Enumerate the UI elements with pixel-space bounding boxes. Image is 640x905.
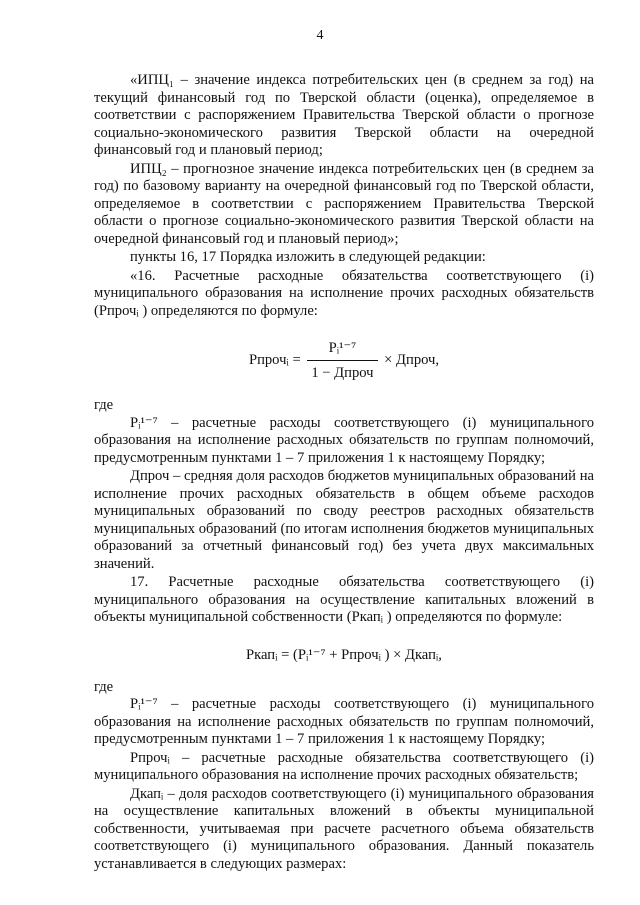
paragraph-dkap-def: Дкапᵢ – доля расходов соответствующего (i) муниципального образования на осуществление капитальных вложений в объекты муниципальной собственности, учитываемая при расчете расчетного объема обязательств соответствующего (i) муниципального образования. Данный показатель устанавливается в следующих размерах: [94,785,594,872]
paragraph-p17-def-1: Pᵢ¹⁻⁷ – расчетные расходы соответствующего (i) муниципального образования на исполнение расходных обязательств по группам полномочий, предусмотренным пунктами 1 – 7 приложения 1 к настоящему Порядку; [94,414,594,466]
formula-rproch-lhs: Рпрочᵢ = [248,351,301,368]
document-body [94,72,594,873]
page-number: 4 [316,28,324,43]
formula-rproch [94,338,594,383]
formula-rkap: Ркапᵢ = (Pᵢ¹⁻⁷ + Рпрочᵢ ) × Дкапᵢ, [246,646,442,663]
paragraph-ipc2: ИПЦ₂ – прогнозное значение индекса потребительских цен (в среднем за год) по базовому варианту на очередной финансовый год по Тверской области, определяемое в соответствии с распоряжением Правительства Тверской области о прогнозе социально-экономического развития Тверской области на очередной финансовый год и плановый период»; [94,160,594,247]
paragraph-p17-def-2: Pᵢ¹⁻⁷ – расчетные расходы соответствующего (i) муниципального образования на исполнение расходных обязательств по группам полномочий, предусмотренным пунктами 1 – 7 приложения 1 к настоящему Порядку; [94,696,594,747]
where-label-1: где [94,397,114,413]
paragraph-item-16: «16. Расчетные расходные обязательства соответствующего (i) муниципального образования на исполнение прочих расходных обязательств (Рпрочᵢ ) определяются по формуле: [94,267,594,319]
paragraph-item-17: 17. Расчетные расходные обязательства соответствующего (i) муниципального образования на осуществление капитальных вложений в объекты муниципальной собственности (Ркапᵢ ) определяются по формуле: [94,574,594,625]
paragraph-dproch-def: Дпроч – средняя доля расходов бюджетов муниципальных образований на исполнение прочих расходных обязательств в общем объеме расходов муниципальных образований по своду реестров расходных обязательств муниципальных образований (по итогам исполнения бюджетов муниципальных образований за отчетный финансовый год) без учета двух максимальных значений. [94,468,594,572]
formula-rproch-fraction [307,338,377,383]
formula-rproch-numerator: Pᵢ¹⁻⁷ [307,338,377,361]
paragraph-amend-intro: пункты 16, 17 Порядка изложить в следующей редакции: [130,249,486,265]
where-label-2: где [94,678,114,695]
paragraph-rproch-def: Рпрочᵢ – расчетные расходные обязательства соответствующего (i) муниципального образования на исполнение прочих расходных обязательств; [94,749,594,783]
formula-rproch-denominator: 1 − Дпроч [311,365,374,381]
paragraph-ipc1: «ИПЦ₁ – значение индекса потребительских цен (в среднем за год) на текущий финансовый год по Тверской области (оценка), определяемое в соответствии с распоряжением Правительства Тверской области о прогнозе социально-экономического развития Тверской области на очередной финансовый год и плановый период; [94,72,594,158]
formula-rproch-rhs: × Дпроч, [384,351,440,368]
